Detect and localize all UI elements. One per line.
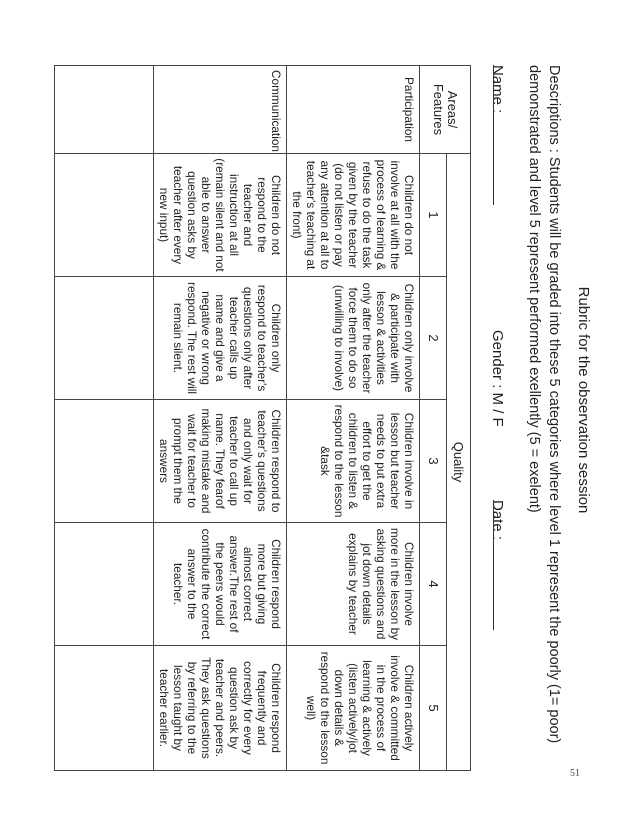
feature-empty [55, 66, 154, 154]
rubric-cell: Children do not respond to the teacher and instruction at all (remain silent and not able to answer question asks by teacher after every new input) [154, 154, 287, 277]
document-title: Rubric for the observation session [575, 286, 592, 514]
rubric-cell [55, 400, 154, 523]
date-label: Date : [489, 500, 506, 541]
rubric-cell: Children do not involve at all with the process of learning & refuse to do the task given by the teacher (do not listen or pay any attention at all to teacher's teaching at the front) [287, 154, 420, 277]
rubric-cell [55, 646, 154, 771]
rotated-rubric-sheet [54, 25, 594, 775]
feature-communication: Communication [154, 66, 287, 154]
gender-label: Gender : M / F [489, 330, 506, 427]
table-row [55, 66, 154, 771]
level-header-row [420, 66, 447, 771]
rubric-cell: Children only involve & participate with lesson & activities only after the teacher force them to do so (unwilling to involve) [287, 277, 420, 400]
date-blank [493, 500, 506, 630]
rubric-table [54, 65, 471, 771]
rubric-cell: Children only respond to teacher's questions only after teacher calls up name and give a negative or wrong respond. The rest will remain silent. [154, 277, 287, 400]
description-line-1: Descriptions : Students will be graded into these 5 categories where level 1 represent the poorly (1= poor) [546, 65, 562, 744]
quality-header: Quality [447, 154, 471, 771]
description-line-2: demonstrated and level 5 represent performed exellently (5 = exelent) [526, 65, 542, 513]
level-header: 2 [420, 277, 447, 400]
rubric-cell: Children respond more but giving almost correct answer.The rest of the peers would contribute the correct answer to the teacher. [154, 523, 287, 646]
rubric-cell: Children respond to teacher's questions and only wait for teacher to call up name. They fearof making mistake and wait for teacher to prompt them the answers [154, 400, 287, 523]
name-label: Name : [489, 65, 506, 114]
level-header: 4 [420, 523, 447, 646]
table-row [287, 66, 420, 771]
rubric-cell: Children involve in lesson but teacher needs to put extra effort to get the children to listen & respond to the lesson &task [287, 400, 420, 523]
level-header: 1 [420, 154, 447, 277]
level-header: 5 [420, 646, 447, 771]
rubric-cell: Children respond frequently and correctly for every question ask by teacher and peers. They ask questions by referring to the lesson taught by teacher earlier. [154, 646, 287, 771]
feature-participation: Participation [287, 66, 420, 154]
level-header: 3 [420, 400, 447, 523]
table-row [154, 66, 287, 771]
page-number: 51 [570, 768, 580, 779]
rubric-cell [55, 523, 154, 646]
rubric-cell: Children actively involve & committed in the process of learning & actively (listen actively/jot down details & respond to the lesson well) [287, 646, 420, 771]
description [524, 65, 564, 765]
table-header-row [447, 66, 471, 771]
rubric-cell: Children involve more in the lesson by asking questions and jot down details explains by teacher [287, 523, 420, 646]
rubric-cell [55, 277, 154, 400]
rubric-cell [55, 154, 154, 277]
name-blank [493, 65, 506, 205]
areas-header: Areas/ Features [420, 66, 471, 154]
